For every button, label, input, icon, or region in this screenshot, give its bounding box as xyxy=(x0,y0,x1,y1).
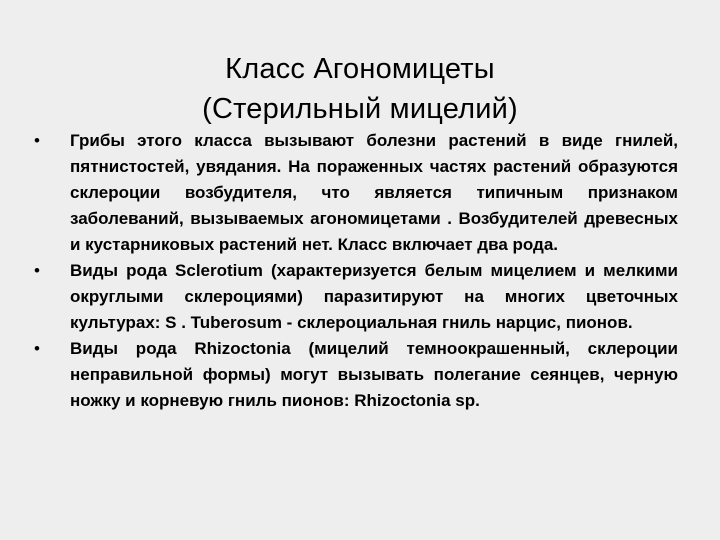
bullet-text: Виды рода Sclerotium (характеризуется белым мицелием и мелкими округлыми склероциями) паразитируют на многих цветочных культурах: S . Tuberosum - склероциальная гниль нарцис, пионов. xyxy=(70,261,678,332)
bullet-dot-icon: • xyxy=(34,131,40,150)
bullet-item-sclerotium xyxy=(30,258,678,336)
slide-title xyxy=(0,49,720,129)
bullet-item-fungi-class xyxy=(30,128,678,258)
bullet-list xyxy=(30,128,678,414)
title-line-1: Класс Агономицеты xyxy=(225,53,495,86)
bullet-item-rhizoctonia xyxy=(30,336,678,414)
title-line-2: (Стерильный мицелий) xyxy=(202,93,518,126)
bullet-dot-icon: • xyxy=(34,339,40,358)
bullet-text: Грибы этого класса вызывают болезни растений в виде гнилей, пятнистостей, увядания. На пораженных частях растений образуются склероции возбудителя, что является типичным признаком заболеваний, вызываемых агономицетами . Возбудителей древесных и кустарниковых растений нет. Класс включает два рода. xyxy=(70,131,678,254)
bullet-dot-icon: • xyxy=(34,261,40,280)
bullet-text: Виды рода Rhizoctonia (мицелий темноокрашенный, склероции неправильной формы) могут вызывать полегание сеянцев, черную ножку и корневую гниль пионов: Rhizoctonia sp. xyxy=(70,339,678,410)
